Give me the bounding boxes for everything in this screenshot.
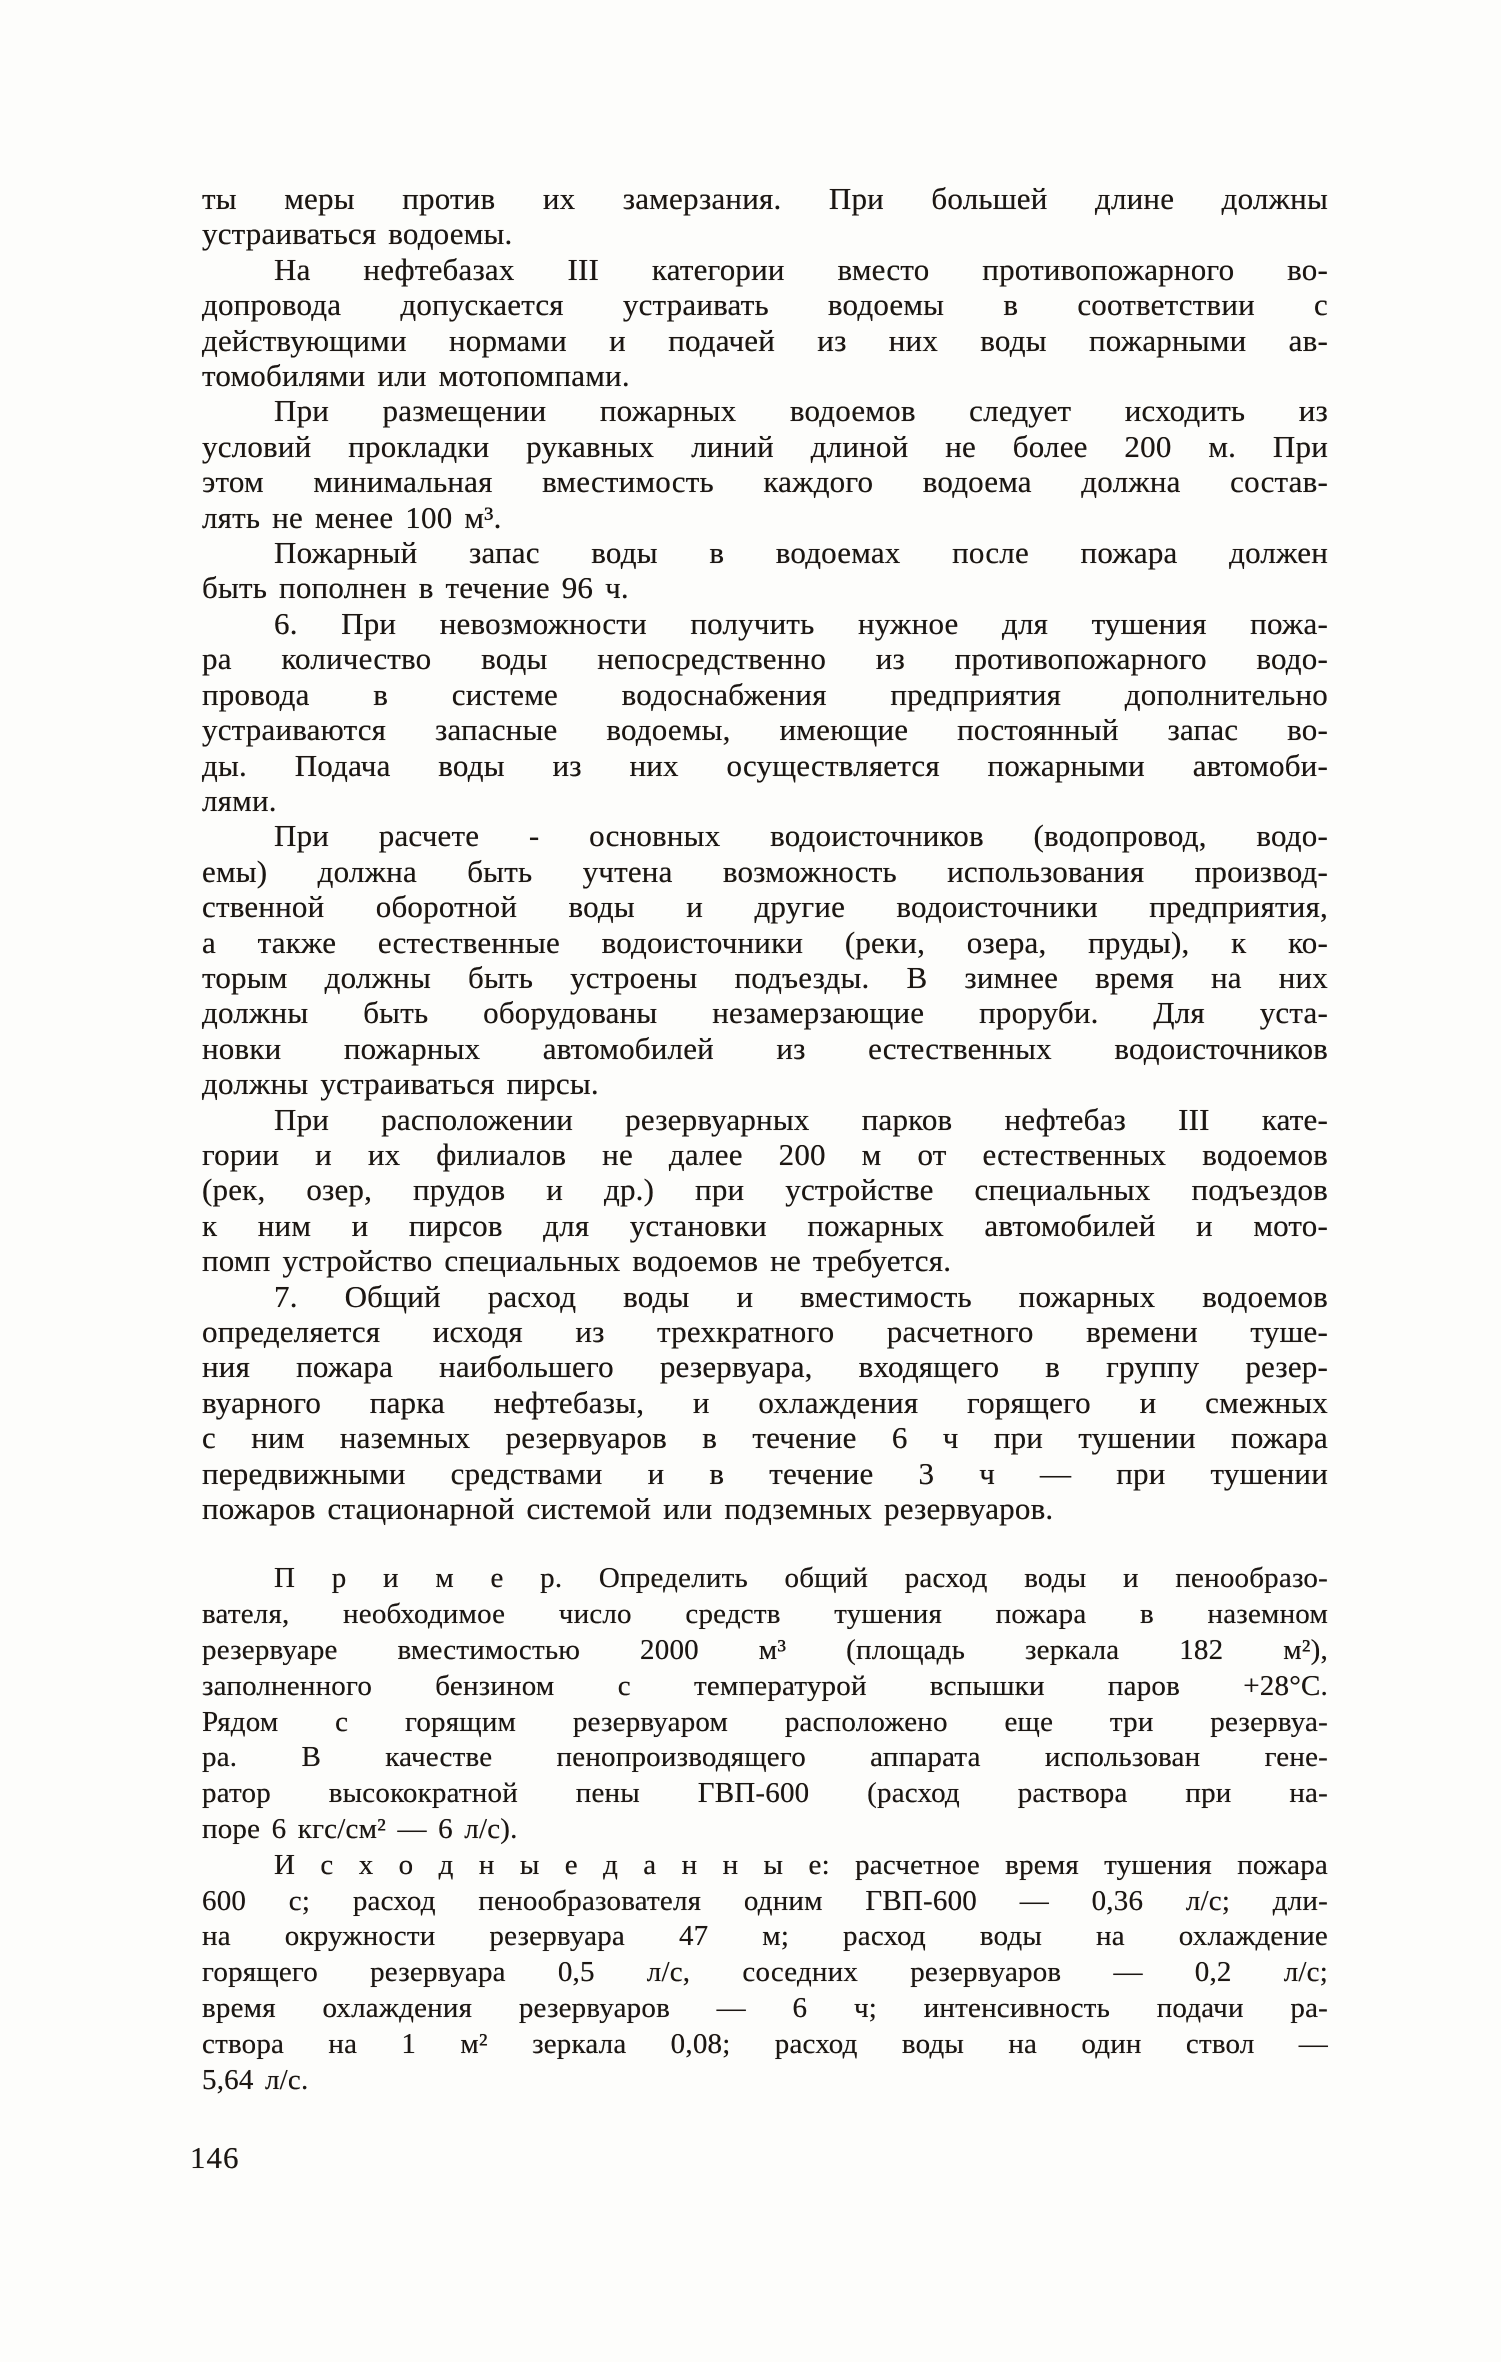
text-line: вателя, необходимое число средств тушения пожара в наземном — [202, 1598, 1328, 1631]
text-line: должны быть оборудованы незамерзающие проруби. Для уста- — [202, 995, 1328, 1031]
para-item-6 — [202, 606, 1328, 818]
text-line: время охлаждения резервуаров — 6 ч; интенсивность подачи ра- — [202, 1992, 1328, 2024]
text-line: новки пожарных автомобилей из естественных водоисточников — [202, 1030, 1328, 1066]
text-line: торым должны быть устроены подъезды. В зимнее время на них — [202, 959, 1328, 995]
text-line: быть пополнен в течение 96 ч. — [202, 570, 629, 606]
text-block — [202, 181, 1328, 2098]
para-input-data — [202, 1848, 1328, 2099]
text-line: лями. — [202, 782, 277, 818]
text-line: этом минимальная вместимость каждого водоема должна состав- — [202, 464, 1328, 500]
text-line: П р и м е р. Определить общий расход воды и пенообразо- — [274, 1562, 1328, 1595]
text-line: условий прокладки рукавных линий длиной не более 200 м. При — [202, 428, 1328, 464]
text-line: ратор высокократной пены ГВП-600 (расход раствора при на- — [202, 1777, 1328, 1810]
text-line: поре 6 кгс/см² — 6 л/с). — [202, 1813, 518, 1846]
text-line: ния пожара наибольшего резервуара, входящего в группу резер- — [202, 1349, 1328, 1385]
text-line: При расположении резервуарных парков нефтебаз III кате- — [274, 1101, 1328, 1137]
text-line: передвижными средствами и в течение 3 ч — при тушении — [202, 1455, 1328, 1491]
text-line: ра количество воды непосредственно из противопожарного водо- — [202, 641, 1328, 677]
para-oil-depot-category-iii — [202, 252, 1328, 394]
text-line: горящего резервуара 0,5 л/с, соседних резервуаров — 0,2 л/с; — [202, 1956, 1328, 1989]
para-item-7 — [202, 1279, 1328, 1527]
text-line: ды. Подача воды из них осуществляется пожарными автомоби- — [202, 747, 1328, 783]
para-water-sources-calculation — [202, 818, 1328, 1101]
text-line: 7. Общий расход воды и вместимость пожарных водоемов — [274, 1278, 1328, 1314]
page-number: 146 — [190, 2140, 240, 2175]
text-line: При размещении пожарных водоемов следует исходить из — [274, 393, 1328, 429]
para-tank-parks — [202, 1102, 1328, 1279]
text-line: устраиваются запасные водоемы, имеющие постоянный запас во- — [202, 712, 1328, 748]
text-line: Рядом с горящим резервуаром расположено еще три резервуа- — [202, 1705, 1328, 1738]
para-continuation — [202, 181, 1328, 252]
text-line: емы) должна быть учтена возможность использования производ- — [202, 853, 1328, 889]
text-line: помп устройство специальных водоемов не требуется. — [202, 1243, 952, 1279]
text-line: лять не менее 100 м³. — [202, 499, 502, 535]
text-line: допровода допускается устраивать водоемы в соответствии с — [202, 287, 1328, 323]
para-example — [202, 1561, 1328, 1847]
text-line: на окружности резервуара 47 м; расход воды на охлаждение — [202, 1920, 1328, 1953]
text-line: И с х о д н ы е д а н н ы е: расчетное время тушения пожара — [274, 1848, 1328, 1881]
text-line: резервуаре вместимостью 2000 м³ (площадь зеркала 182 м²), — [202, 1634, 1328, 1667]
text-line: устраиваться водоемы. — [202, 216, 513, 252]
text-line: ты меры против их замерзания. При большей длине должны — [202, 181, 1328, 216]
text-line: к ним и пирсов для установки пожарных автомобилей и мото- — [202, 1207, 1328, 1243]
text-line: створа на 1 м² зеркала 0,08; расход воды на один ствол — — [202, 2027, 1328, 2060]
text-line: с ним наземных резервуаров в течение 6 ч при тушении пожара — [202, 1420, 1328, 1456]
text-line: томобилями или мотопомпами. — [202, 358, 630, 394]
text-line: гории и их филиалов не далее 200 м от естественных водоемов — [202, 1136, 1328, 1172]
text-line: Пожарный запас воды в водоемах после пожара должен — [274, 535, 1328, 571]
text-line: должны устраиваться пирсы. — [202, 1066, 599, 1102]
para-fire-water-reserve — [202, 535, 1328, 606]
text-line: 600 с; расход пенообразователя одним ГВП-600 — 0,36 л/с; дли- — [202, 1884, 1328, 1917]
text-line: провода в системе водоснабжения предприятия дополнительно — [202, 676, 1328, 712]
text-line: определяется исходя из трехкратного расчетного времени туше- — [202, 1314, 1328, 1349]
text-line: ра. В качестве пенопроизводящего аппарата использован гене- — [202, 1741, 1328, 1774]
text-line: вуарного парка нефтебазы, и охлаждения горящего и смежных — [202, 1384, 1328, 1420]
text-line: На нефтебазах III категории вместо противопожарного во- — [274, 251, 1328, 287]
text-line: заполненного бензином с температурой вспышки паров +28°С. — [202, 1669, 1328, 1702]
text-line: ственной оборотной воды и другие водоисточники предприятия, — [202, 889, 1328, 925]
para-reservoir-placement — [202, 393, 1328, 535]
text-line: 5,64 л/с. — [202, 2063, 309, 2096]
text-line: пожаров стационарной системой или подземных резервуаров. — [202, 1491, 1054, 1527]
text-line: При расчете - основных водоисточников (водопровод, водо- — [274, 818, 1328, 854]
text-line: а также естественные водоисточники (реки, озера, пруды), к ко- — [202, 924, 1328, 960]
text-line: 6. При невозможности получить нужное для тушения пожа- — [274, 605, 1328, 641]
text-line: действующими нормами и подачей из них воды пожарными ав- — [202, 322, 1328, 358]
text-line: (рек, озер, прудов и др.) при устройстве специальных подъездов — [202, 1172, 1328, 1208]
